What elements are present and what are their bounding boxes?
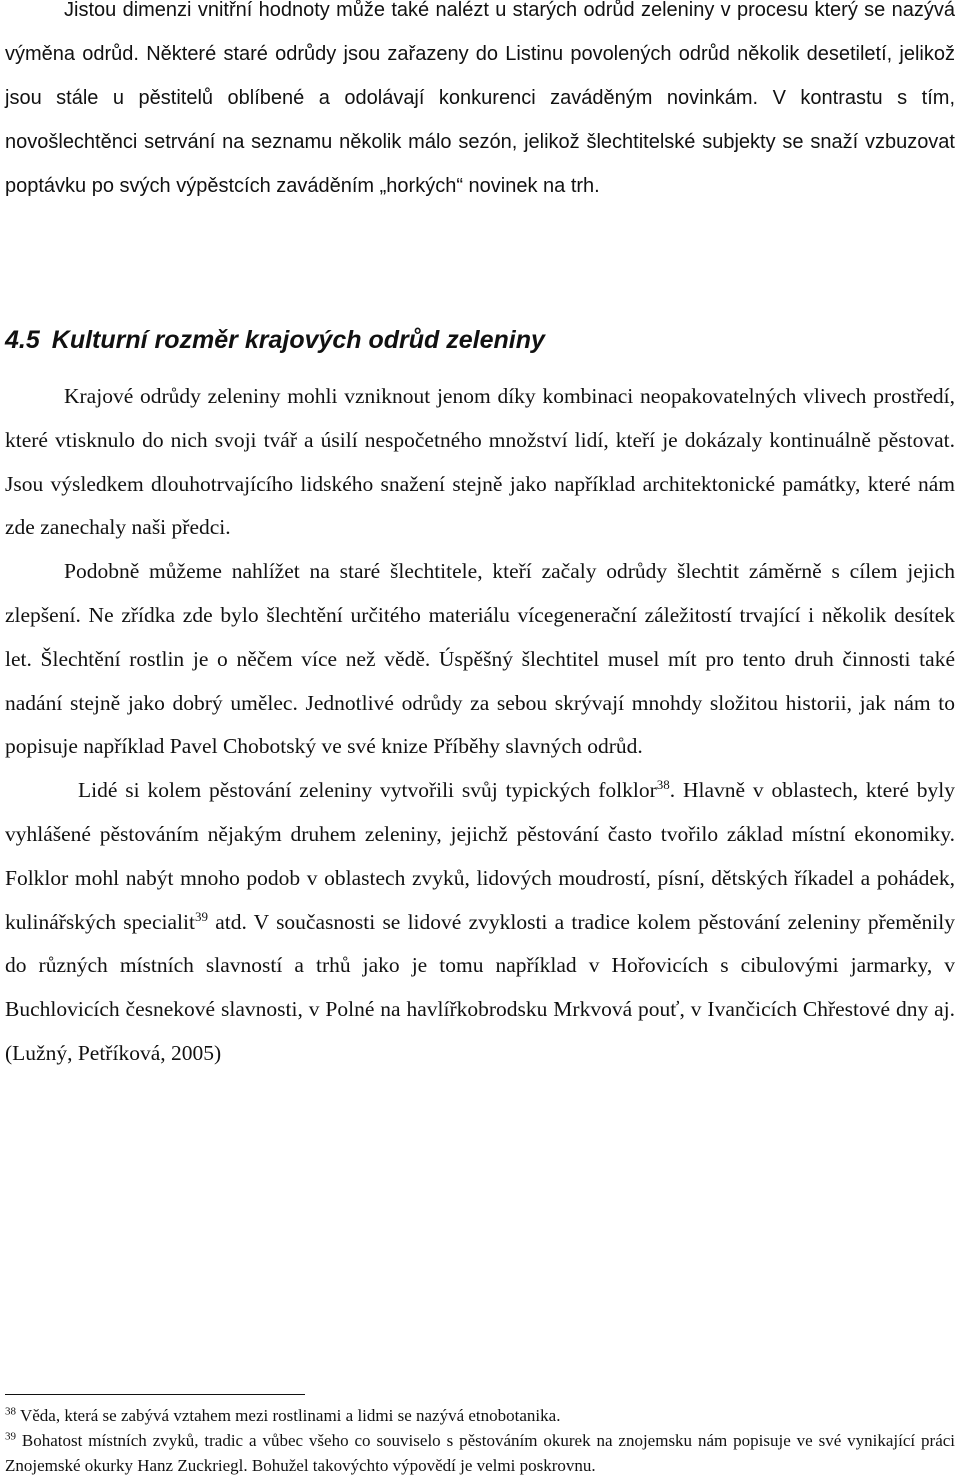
section-number: 4.5 xyxy=(5,326,40,354)
paragraph-3-part-c: atd. V současnosti se lidové zvyklosti a tradice kolem pěstování zeleniny přeměnily do různých místních slavností a trhů jako je tomu například v Hořovicích s cibulovými jarmarky, v Buchlovicích česnekové slavnosti, v Polné na havlířkobrodsku Mrkvová pouť, v Ivančicích Chřestové dny aj. (Lužný, Petříková, 2005) xyxy=(5,909,955,1065)
footnote-separator xyxy=(5,1394,305,1395)
footnote-ref-38[interactable]: 38 xyxy=(656,777,670,793)
section-heading xyxy=(5,318,545,362)
paragraph-3-part-b: . Hlavně v oblastech, které byly vyhlášené pěstováním nějakým druhem zeleniny, jejichž pěstování často tvořilo základ místní ekonomiky. Folklor mohl nabýt mnoho podob v oblastech zvyků, lidových moudrostí, písní, dětských říkadel a pohádek, kulinářských specialit xyxy=(5,778,955,934)
section-body xyxy=(5,375,955,1076)
paragraph-2: Podobně můžeme nahlížet na staré šlechtitele, kteří začaly odrůdy šlechtit záměrně s cílem jejich zlepšení. Ne zřídka zde bylo šlechtění určitého materiálu vícegenerační záležitostí trvající i několik desítek let. Šlechtění rostlin je o něčem více než vědě. Úspěšný šlechtitel musel mít pro tento druh činnosti také nadání stejně jako dobrý umělec. Jednotlivé odrůdy za sebou skrývají mnohdy složitou historii, jak nám to popisuje například Pavel Chobotský ve své knize Příběhy slavných odrůd. xyxy=(5,559,955,759)
footnote-number: 38 xyxy=(5,1405,16,1418)
footnote-38 xyxy=(5,1403,955,1428)
footnote-text: Věda, která se zabývá vztahem mezi rostlinami a lidmi se nazývá etnobotanika. xyxy=(19,1406,561,1425)
paragraph-3 xyxy=(5,769,955,1076)
section-title: Kulturní rozměr krajových odrůd zeleniny xyxy=(51,326,545,354)
intro-paragraph xyxy=(5,0,955,208)
footnotes xyxy=(5,1403,955,1478)
footnote-text: Bohatost místních zvyků, tradic a vůbec všeho co souviselo s pěstováním okurek na znojemsku nám popisuje ve své vynikající práci Znojemské okurky Hanz Zuckriegl. Bohužel takovýchto výpovědí je velmi poskrovnu. xyxy=(5,1431,956,1475)
paragraph-3-part-a: Lidé si kolem pěstování zeleniny vytvořili svůj typických folklor xyxy=(78,778,657,803)
footnote-ref-39[interactable]: 39 xyxy=(194,908,208,924)
intro-paragraph-serif: V kontrastu s tím, novošlechtěnci setrvání na seznamu několik málo sezón, jelikož šlechtitelské subjekty se snaží vzbuzovat poptávku po svých výpěstcích zaváděním „horkých“ novinek na trh. xyxy=(5,87,955,197)
paragraph-1: Krajové odrůdy zeleniny mohli vzniknout jenom díky kombinaci neopakovatelných vlivech prostředí, které vtisknulo do nich svoji tvář a úsilí nespočetného množství lidí, kteří je dokázaly kontinuálně pěstovat. Jsou výsledkem dlouhotrvajícího lidského snažení stejně jako například architektonické památky, které nám zde zanechaly naši předci. xyxy=(5,384,955,540)
footnote-39 xyxy=(5,1428,955,1478)
intro-paragraph-sans: Jistou dimenzi vnitřní hodnoty může také nalézt u starých odrůd zeleniny v procesu který se nazývá výměna odrůd. Některé staré odrůdy jsou zařazeny do Listinu povolených odrůd několik desetiletí, jelikož jsou stále u pěstitelů oblíbené a odolávají konkurenci zaváděným novinkám. xyxy=(5,0,955,109)
footnote-number: 39 xyxy=(5,1430,16,1443)
